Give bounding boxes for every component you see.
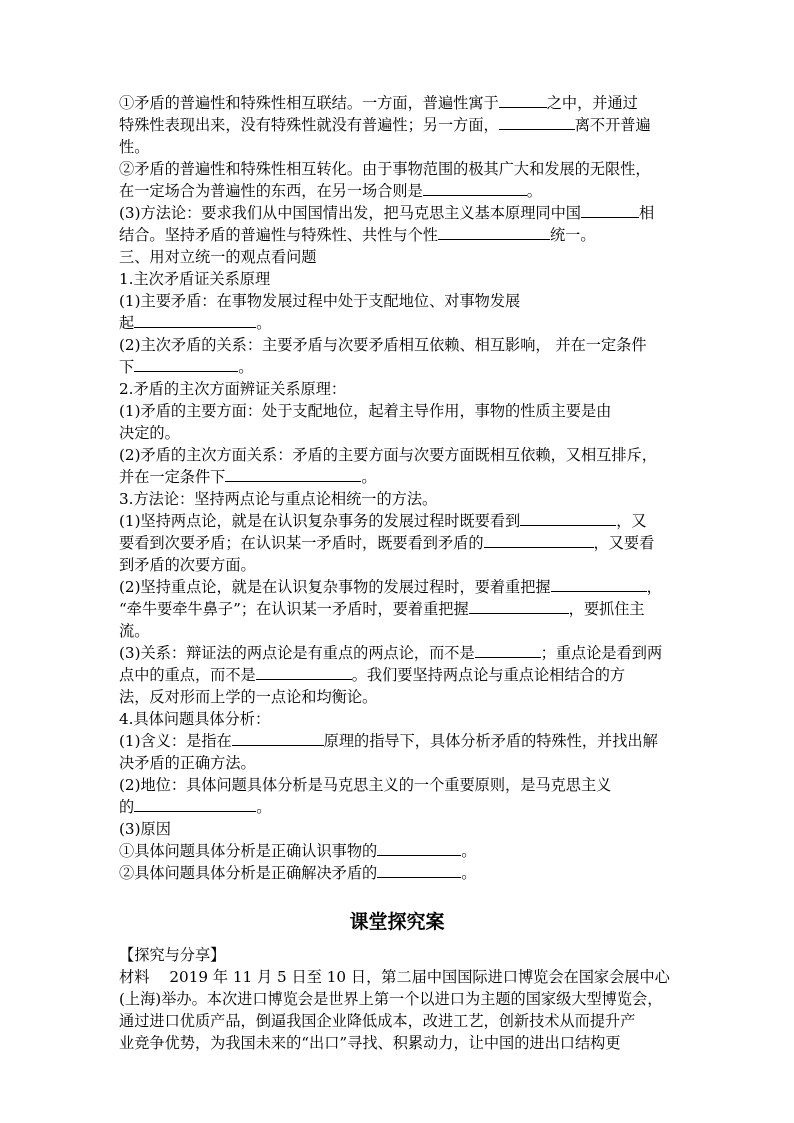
line-text: 点中的重点，而不是 xyxy=(119,666,256,684)
outline-line xyxy=(119,158,675,180)
outline-line xyxy=(119,664,675,686)
fill-in-blank[interactable] xyxy=(256,664,352,680)
outline-line xyxy=(119,312,675,334)
line-text: 性。 xyxy=(119,138,150,156)
fill-in-blank[interactable] xyxy=(499,92,547,108)
line-text: 下 xyxy=(119,358,135,376)
outline-line xyxy=(119,466,675,488)
line-text: (1)矛盾的主要方面：处于支配地位，起着主导作用，事物的性质主要是由 xyxy=(119,402,612,420)
line-text-after-blank: 原理的指导下，具体分析矛盾的特殊性，并找出解 xyxy=(323,732,658,750)
line-text: 决矛盾的正确方法。 xyxy=(119,754,256,772)
fill-in-blank[interactable] xyxy=(225,466,361,482)
outline-line xyxy=(119,246,675,268)
fill-in-blank[interactable] xyxy=(134,356,238,372)
outline-line xyxy=(119,686,675,708)
outline-line xyxy=(119,202,675,224)
document-page xyxy=(119,92,675,1054)
line-text: 3.方法论：坚持两点论与重点论相统一的方法。 xyxy=(119,490,438,508)
line-text-after-blank: 。 xyxy=(461,842,477,860)
line-text-after-blank: 。 xyxy=(238,358,254,376)
line-text: (3)方法论：要求我们从中国国情出发，把马克思主义基本原理同中国 xyxy=(119,204,581,222)
fill-in-blank[interactable] xyxy=(134,312,256,328)
outline-line xyxy=(119,488,675,510)
outline-line xyxy=(119,114,675,136)
line-text: 2.矛盾的主次方面辨证关系原理： xyxy=(119,380,347,398)
line-text: 并在一定条件下 xyxy=(119,468,226,486)
line-text-after-blank: 之中，并通过 xyxy=(546,94,638,112)
outline-line xyxy=(119,730,675,752)
section-title: 课堂探究案 xyxy=(349,911,445,933)
material-line: 材料 2019 年 11 月 5 日至 10 日，第二届中国国际进口博览会在国家会展中心 xyxy=(119,968,670,986)
line-text: (2)矛盾的主次方面关系：矛盾的主要方面与次要方面既相互依赖，又相互排斥， xyxy=(119,446,657,464)
line-text: (1)含义：是指在 xyxy=(119,732,232,750)
outline-line xyxy=(119,136,675,158)
line-text: ①具体问题具体分析是正确认识事物的 xyxy=(119,842,378,860)
outline-line xyxy=(119,356,675,378)
line-text-after-blank: 。 xyxy=(256,798,272,816)
line-text: 的 xyxy=(119,798,135,816)
outline-line xyxy=(119,796,675,818)
line-text: “牵牛要牵牛鼻子”；在认识某一矛盾时，要着重把握 xyxy=(119,600,469,618)
outline-line xyxy=(119,752,675,774)
line-text: 三、用对立统一的观点看问题 xyxy=(119,248,317,266)
line-text: (2)地位：具体问题具体分析是马克思主义的一个重要原则，是马克思主义 xyxy=(119,776,612,794)
fill-in-blank[interactable] xyxy=(423,180,527,196)
fill-in-blank[interactable] xyxy=(134,796,256,812)
fill-in-blank[interactable] xyxy=(475,642,541,658)
fill-in-blank[interactable] xyxy=(484,532,594,548)
fill-in-blank[interactable] xyxy=(377,862,461,878)
outline-line xyxy=(119,642,675,664)
fill-in-blank[interactable] xyxy=(581,202,639,218)
line-text-after-blank: 。 xyxy=(526,182,542,200)
line-text: ①矛盾的普遍性和特殊性相互联结。一方面，普遍性寓于 xyxy=(119,94,499,112)
fill-in-blank[interactable] xyxy=(499,114,575,130)
material-line: (上海)举办。本次进口博览会是世界上第一个以进口为主题的国家级大型博览会， xyxy=(119,990,663,1008)
fill-in-blank[interactable] xyxy=(232,730,324,746)
fill-in-blank[interactable] xyxy=(377,840,461,856)
line-text-after-blank: ；重点论是看到两 xyxy=(540,644,663,662)
line-text: ②矛盾的普遍性和特殊性相互转化。由于事物范围的极其广大和发展的无限性， xyxy=(119,160,651,178)
line-text: (3)关系：辩证法的两点论是有重点的两点论，而不是 xyxy=(119,644,475,662)
knowledge-outline xyxy=(119,92,675,884)
outline-line xyxy=(119,268,675,290)
line-text: 决定的。 xyxy=(119,424,180,442)
line-text-after-blank: ， xyxy=(646,578,662,596)
line-text: 到矛盾的次要方面。 xyxy=(119,556,256,574)
material-paragraph xyxy=(119,966,675,1054)
outline-line xyxy=(119,510,675,532)
line-text: (3)原因 xyxy=(119,820,171,838)
line-text: 法，反对形而上学的一点论和均衡论。 xyxy=(119,688,378,706)
material-line: 通过进口优质产品，倒逼我国企业降低成本，改进工艺，创新技术从而提升产 xyxy=(119,1012,636,1030)
outline-line xyxy=(119,620,675,642)
line-text: 在一定场合为普遍性的东西，在另一场合则是 xyxy=(119,182,423,200)
line-text-after-blank: 。 xyxy=(461,864,477,882)
line-text: 1.主次矛盾证关系原理 xyxy=(119,270,271,288)
line-text: 特殊性表现出来，没有特殊性就没有普遍性；另一方面， xyxy=(119,116,499,134)
outline-line xyxy=(119,598,675,620)
outline-line xyxy=(119,818,675,840)
material-line: 业竞争优势，为我国未来的“出口”寻找、积累动力，让中国的进出口结构更 xyxy=(119,1034,621,1052)
line-text: (2)主次矛盾的关系：主要矛盾与次要矛盾相互依赖、相互影响， 并在一定条件 xyxy=(119,336,647,354)
outline-line xyxy=(119,576,675,598)
line-text: ②具体问题具体分析是正确解决矛盾的 xyxy=(119,864,378,882)
line-text-after-blank: 相 xyxy=(638,204,655,222)
line-text-after-blank: 。 xyxy=(256,314,272,332)
outline-line xyxy=(119,334,675,356)
outline-line xyxy=(119,92,675,114)
fill-in-blank[interactable] xyxy=(469,598,569,614)
line-text-after-blank: 离不开普遍 xyxy=(574,116,651,134)
line-text: 结合。坚持矛盾的普遍性与特殊性、共性与个性 xyxy=(119,226,438,244)
line-text: 要看到次要矛盾；在认识某一矛盾时，既要看到矛盾的 xyxy=(119,534,484,552)
line-text: 4.具体问题具体分析： xyxy=(119,710,271,728)
line-text: (1)坚持两点论，就是在认识复杂事务的发展过程时既要看到 xyxy=(119,512,521,530)
outline-line xyxy=(119,224,675,246)
outline-line xyxy=(119,422,675,444)
outline-line xyxy=(119,554,675,576)
fill-in-blank[interactable] xyxy=(520,510,616,526)
line-text-after-blank: 。我们要坚持两点论与重点论相结合的方 xyxy=(351,666,626,684)
line-text-after-blank: ，又要看 xyxy=(593,534,655,552)
line-text-after-blank: ，要抓住主 xyxy=(568,600,645,618)
outline-line xyxy=(119,532,675,554)
line-text: 起 xyxy=(119,314,135,332)
line-text-after-blank: ，又 xyxy=(616,512,647,530)
fill-in-blank[interactable] xyxy=(551,576,647,592)
outline-line xyxy=(119,862,675,884)
line-text-after-blank: 。 xyxy=(361,468,377,486)
line-text-after-blank: 统一。 xyxy=(549,226,596,244)
outline-line xyxy=(119,290,675,312)
explore-label: 【探究与分享】 xyxy=(119,946,226,964)
outline-line xyxy=(119,840,675,862)
outline-line xyxy=(119,444,675,466)
line-text: (1)主要矛盾：在事物发展过程中处于支配地位、对事物发展 xyxy=(119,292,521,310)
line-text: 流。 xyxy=(119,622,150,640)
line-text: (2)坚持重点论，就是在认识复杂事物的发展过程时，要着重把握 xyxy=(119,578,551,596)
outline-line xyxy=(119,708,675,730)
outline-line xyxy=(119,378,675,400)
outline-line xyxy=(119,180,675,202)
outline-line xyxy=(119,400,675,422)
outline-line xyxy=(119,774,675,796)
fill-in-blank[interactable] xyxy=(438,224,550,240)
